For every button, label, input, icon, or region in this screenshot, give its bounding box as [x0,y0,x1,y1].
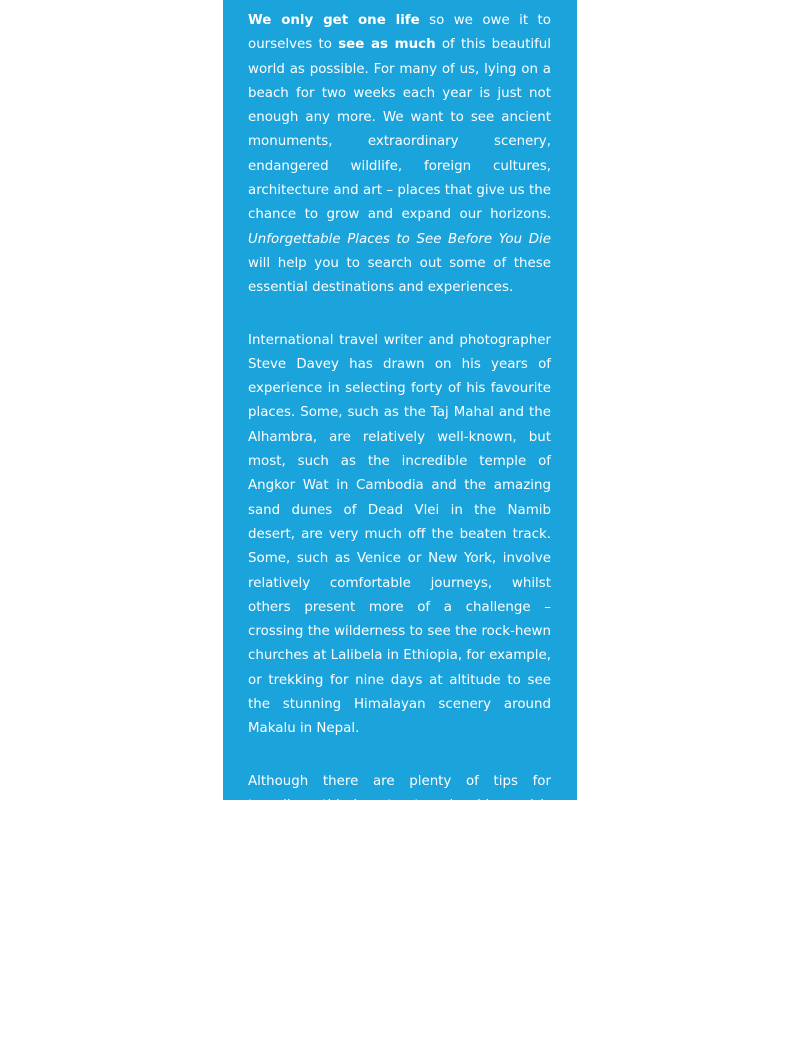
blurb-paragraph-1 [248,9,551,301]
body-text: Although there are plenty of tips for travellers, this is not a travel guide, and is certainly not definitive, but it will introduce you to a host of spectacular locations, all of which can be visited in a holiday of two weeks or less. Beautifully illustrated throughout with specially commissioned photographs, this is a book that will inspire you to think beyond the walls of your room and take time out to visit some of the world's truly unforgettable places. [248,773,551,1032]
body-text: will help you to search out some of these essential destinations and experiences. [248,255,551,296]
emphasis-text: see as much [338,37,436,53]
body-text: so we owe it to ourselves to [248,13,551,53]
blurb-paragraph-2 [248,329,551,742]
emphasis-text: We only get one life [248,13,420,28]
body-text: International travel writer and photographer Steve Davey has drawn on his years of experience in selecting forty of his favourite places. Some, such as the Taj Mahal and the Alhambra, are relatively well-known, but most, such as the incredible temple of Angkor Wat in Cambodia and the amazing sand dunes of Dead Vlei in the Namib desert, are very much off the beaten track. Some, such as Venice or New York, involve relatively comfortable journeys, whilst others present more of a challenge – crossing the wilderness to see the rock-hewn churches at Lalibela in Ethiopia, for example, or trekking for nine days at altitude to see the stunning Himalayan scenery around Makalu in Nepal. [248,332,551,737]
back-cover-blurb-panel [223,0,577,1032]
book-title-text: Unforgettable Places to See Before You Die [248,231,551,247]
body-text: of this beautiful world as possible. For many of us, lying on a beach for two weeks each year is just not enough any more. We want to see ancient monuments, extraordinary scenery, endangered wildlife, foreign cultures, architecture and art – places that give us the chance to grow and expand our horizons. [248,37,552,223]
blurb-paragraph-3 [248,770,551,1037]
